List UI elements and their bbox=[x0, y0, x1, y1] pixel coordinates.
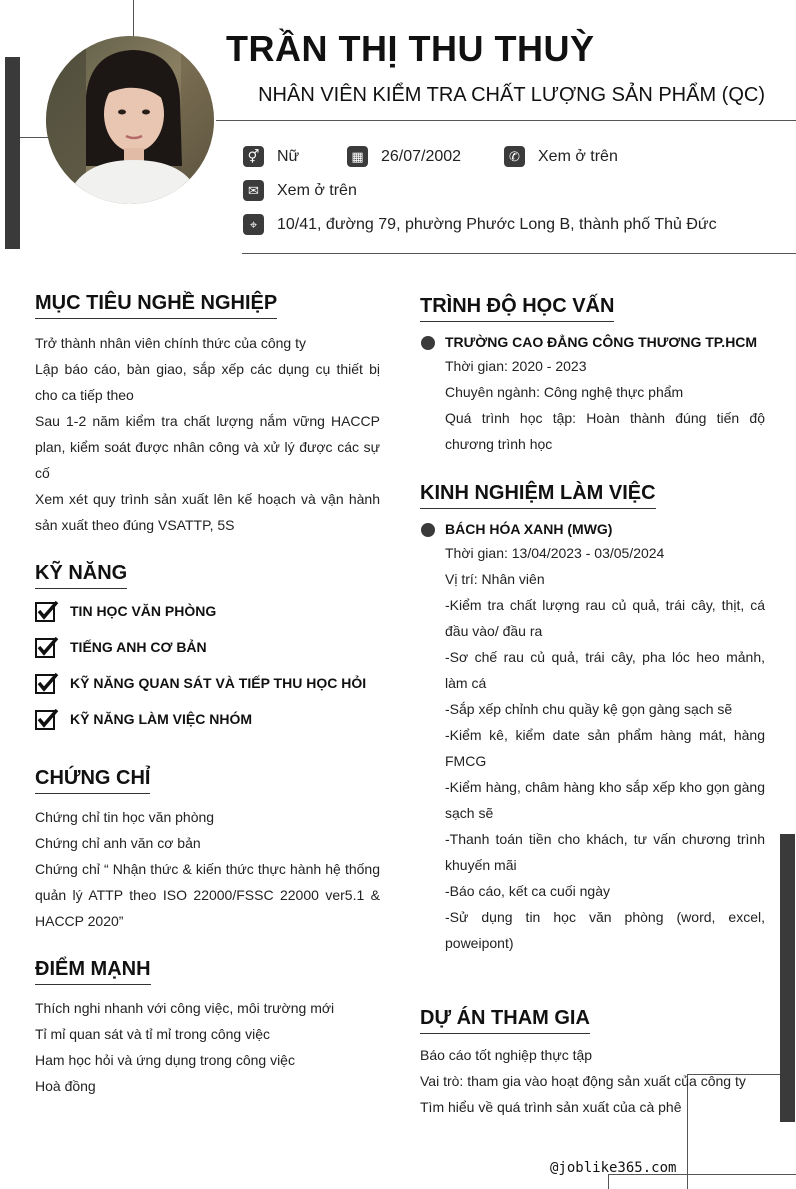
skill-item bbox=[35, 636, 207, 658]
skill-item bbox=[35, 672, 366, 694]
projects-text bbox=[420, 1042, 765, 1120]
experience-line: -Sơ chế rau củ quả, trái cây, pha lóc heo mảnh, làm cá bbox=[445, 649, 765, 691]
header-divider-top bbox=[216, 120, 796, 121]
certificate-line: Chứng chỉ “ Nhận thức & kiến thức thực hành hệ thống quản lý ATTP theo ISO 22000/FSSC 22000 ver5.1 & HACCP 2020” bbox=[35, 861, 380, 929]
education-line: Thời gian: 2020 - 2023 bbox=[445, 358, 587, 374]
strength-line: Thích nghi nhanh với công việc, môi trường mới bbox=[35, 1000, 335, 1016]
email-value: Xem ở trên bbox=[277, 181, 357, 199]
gender-value: Nữ bbox=[277, 147, 300, 165]
experience-line: -Sử dụng tin học văn phòng (word, excel, poweipont) bbox=[445, 909, 765, 951]
left-horizontal-line bbox=[20, 137, 48, 138]
projects-title: DỰ ÁN THAM GIA bbox=[420, 1007, 590, 1034]
experience-line: Thời gian: 13/04/2023 - 03/05/2024 bbox=[445, 545, 665, 561]
certificate-line: Chứng chỉ tin học văn phòng bbox=[35, 809, 215, 825]
experience-bullet bbox=[421, 523, 435, 537]
header-divider-bottom bbox=[242, 253, 796, 254]
strength-line: Hoà đồng bbox=[35, 1078, 96, 1094]
experience-line: -Kiểm tra chất lượng rau củ quả, trái cây, thịt, cá đầu vào/ đầu ra bbox=[445, 597, 765, 639]
experience-title: KINH NGHIỆM LÀM VIỆC bbox=[420, 482, 656, 509]
top-vertical-line bbox=[133, 0, 134, 40]
certificates-title: CHỨNG CHỈ bbox=[35, 767, 150, 794]
experience-line: -Kiểm kê, kiểm date sản phẩm hàng mát, hàng FMCG bbox=[445, 727, 765, 769]
objective-line: Lập báo cáo, bàn giao, sắp xếp các dụng cụ thiết bị cho ca tiếp theo bbox=[35, 361, 380, 403]
experience-text bbox=[445, 540, 765, 956]
phone-row bbox=[504, 146, 618, 167]
strength-line: Tỉ mỉ quan sát và tỉ mỉ trong công việc bbox=[35, 1026, 270, 1042]
gender-icon: ⚥ bbox=[243, 146, 264, 167]
education-line: Quá trình học tập: Hoàn thành đúng tiến độ chương trình học bbox=[445, 410, 765, 452]
project-line: Tìm hiểu về quá trình sản xuất của cà phê bbox=[420, 1099, 682, 1115]
education-title: TRÌNH ĐỘ HỌC VẤN bbox=[420, 295, 614, 322]
objective-line: Trở thành nhân viên chính thức của công ty bbox=[35, 335, 306, 351]
skills-title: KỸ NĂNG bbox=[35, 562, 127, 589]
school-name: TRƯỜNG CAO ĐẲNG CÔNG THƯƠNG TP.HCM bbox=[445, 334, 758, 350]
birthday-value: 26/07/2002 bbox=[381, 147, 462, 165]
footer-watermark: @joblike365.com bbox=[550, 1160, 677, 1176]
checkbox-checked-icon bbox=[35, 672, 59, 694]
checkbox-checked-icon bbox=[35, 708, 59, 730]
certificates-text bbox=[35, 804, 380, 934]
objective-text bbox=[35, 330, 380, 538]
email-row bbox=[243, 180, 357, 201]
project-line: Vai trò: tham gia vào hoạt động sản xuất của công ty bbox=[420, 1073, 746, 1089]
experience-line: Vị trí: Nhân viên bbox=[445, 571, 545, 587]
gender-row bbox=[243, 146, 299, 167]
birthday-row bbox=[347, 146, 461, 167]
bottom-frame-v2 bbox=[608, 1174, 609, 1189]
mail-icon: ✉ bbox=[243, 180, 264, 201]
job-position: NHÂN VIÊN KIỂM TRA CHẤT LƯỢNG SẢN PHẨM (QC) bbox=[258, 84, 765, 106]
objective-line: Xem xét quy trình sản xuất lên kế hoạch và vận hành sản xuất theo đúng VSATTP, 5S bbox=[35, 491, 380, 533]
education-bullet bbox=[421, 336, 435, 350]
right-decor-bar bbox=[780, 834, 795, 1122]
project-line: Báo cáo tốt nghiệp thực tập bbox=[420, 1047, 593, 1063]
location-icon: ⌖ bbox=[243, 214, 264, 235]
education-text bbox=[445, 353, 765, 457]
skill-label: TIẾNG ANH CƠ BẢN bbox=[70, 639, 207, 655]
skill-label: KỸ NĂNG QUAN SÁT VÀ TIẾP THU HỌC HỎI bbox=[70, 675, 367, 691]
avatar bbox=[46, 36, 214, 204]
strengths-text bbox=[35, 995, 380, 1099]
experience-line: -Thanh toán tiền cho khách, tư vấn chương trình khuyến mãi bbox=[445, 831, 765, 873]
education-line: Chuyên ngành: Công nghệ thực phẩm bbox=[445, 384, 684, 400]
company-name: BÁCH HÓA XANH (MWG) bbox=[445, 521, 613, 537]
candidate-name: TRẦN THỊ THU THUỲ bbox=[226, 28, 595, 69]
phone-value: Xem ở trên bbox=[538, 147, 618, 165]
experience-line: -Báo cáo, kết ca cuối ngày bbox=[445, 883, 610, 899]
experience-line: -Kiểm hàng, châm hàng kho sắp xếp kho gọn gàng sạch sẽ bbox=[445, 779, 765, 821]
strengths-title: ĐIỂM MẠNH bbox=[35, 958, 151, 985]
phone-icon: ✆ bbox=[504, 146, 525, 167]
objective-title: MỤC TIÊU NGHỀ NGHIỆP bbox=[35, 292, 277, 319]
calendar-icon: ▦ bbox=[347, 146, 368, 167]
experience-line: -Sắp xếp chỉnh chu quầy kệ gọn gàng sạch sẽ bbox=[445, 701, 733, 717]
objective-line: Sau 1-2 năm kiểm tra chất lượng nắm vững HACCP plan, kiểm soát được nhân công và xử lý được các sự cố bbox=[35, 413, 380, 481]
address-value: 10/41, đường 79, phường Phước Long B, thành phố Thủ Đức bbox=[277, 215, 717, 233]
left-decor-bar bbox=[5, 57, 20, 249]
skill-label: TIN HỌC VĂN PHÒNG bbox=[70, 603, 217, 619]
skill-label: KỸ NĂNG LÀM VIỆC NHÓM bbox=[70, 711, 252, 727]
address-row bbox=[243, 214, 717, 235]
certificate-line: Chứng chỉ anh văn cơ bản bbox=[35, 835, 201, 851]
skill-item bbox=[35, 600, 216, 622]
checkbox-checked-icon bbox=[35, 636, 59, 658]
strength-line: Ham học hỏi và ứng dụng trong công việc bbox=[35, 1052, 295, 1068]
checkbox-checked-icon bbox=[35, 600, 59, 622]
skill-item bbox=[35, 708, 252, 730]
